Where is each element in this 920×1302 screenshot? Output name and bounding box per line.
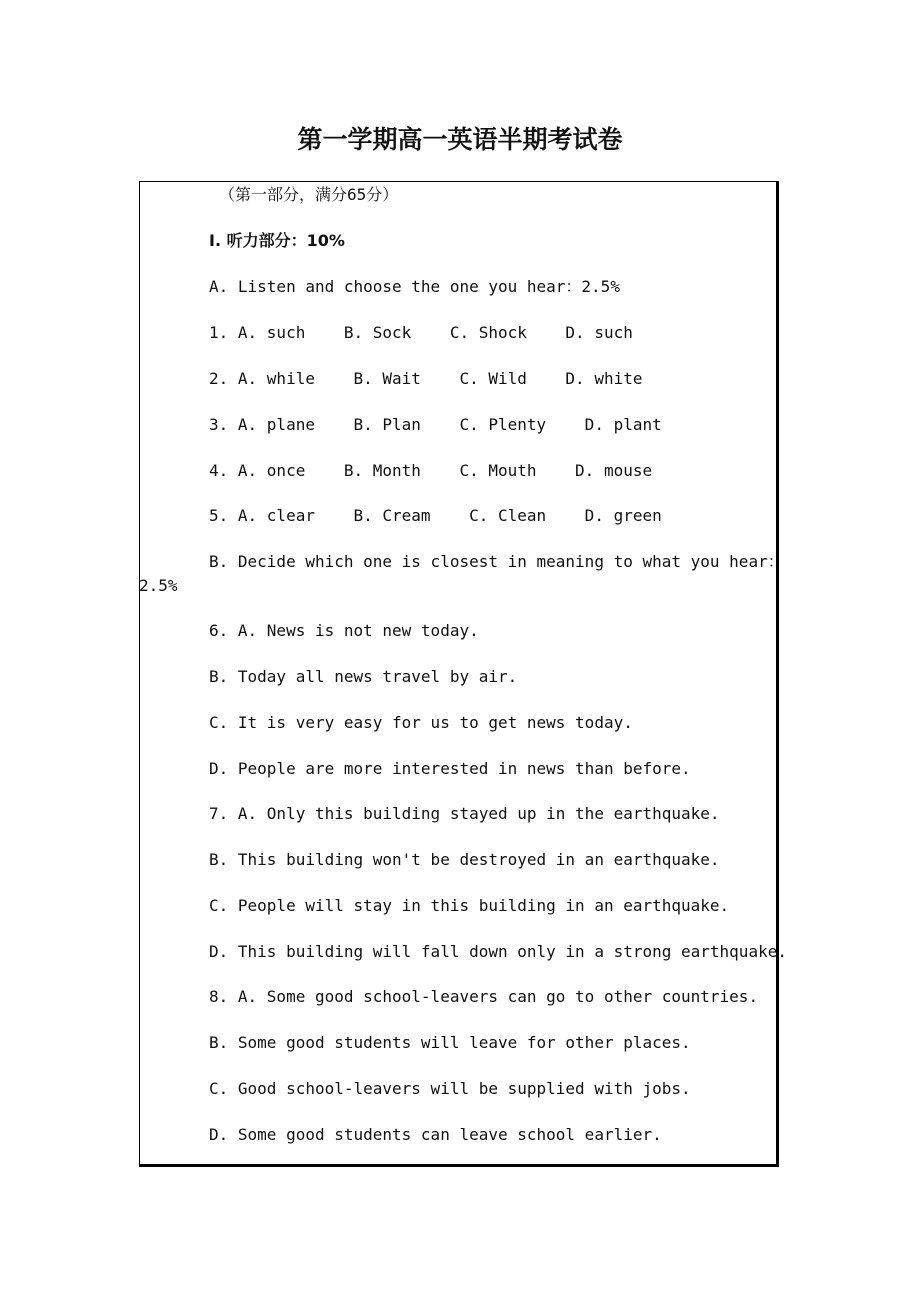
meaning-item: D. Some good students can leave school earlier. <box>209 1125 662 1144</box>
choice-row: 2. A. while B. Wait C. Wild D. white <box>209 369 643 388</box>
meaning-item: 6. A. News is not new today. <box>209 621 479 640</box>
meaning-item: 8. A. Some good school-leavers can go to other countries. <box>209 987 759 1006</box>
meaning-item: D. This building will fall down only in a strong earthquake. <box>209 942 787 961</box>
choice-row: 4. A. once B. Month C. Mouth D. mouse <box>209 461 653 480</box>
page-title: 第一学期高一英语半期考试卷 <box>297 125 623 154</box>
meaning-item: C. It is very easy for us to get news today. <box>209 713 633 732</box>
section-heading: I. 听力部分：10% <box>209 231 345 250</box>
sub-heading-a: A. Listen and choose the one you hear：2.5% <box>209 277 620 296</box>
choice-row: 5. A. clear B. Cream C. Clean D. green <box>209 506 662 525</box>
meaning-item: C. Good school-leavers will be supplied with jobs. <box>209 1079 691 1098</box>
sub-heading-b-continued: 2.5% <box>139 576 178 595</box>
part-note: （第一部分，满分65分） <box>219 185 399 204</box>
meaning-item: B. This building won't be destroyed in an earthquake. <box>209 850 720 869</box>
meaning-item: D. People are more interested in news than before. <box>209 759 691 778</box>
meaning-item: B. Today all news travel by air. <box>209 667 518 686</box>
choice-row: 3. A. plane B. Plan C. Plenty D. plant <box>209 415 662 434</box>
choice-row: 1. A. such B. Sock C. Shock D. such <box>209 323 633 342</box>
sub-heading-b: B. Decide which one is closest in meaning to what you hear： <box>209 552 784 571</box>
meaning-item: B. Some good students will leave for other places. <box>209 1033 691 1052</box>
meaning-item: C. People will stay in this building in an earthquake. <box>209 896 730 915</box>
meaning-item: 7. A. Only this building stayed up in the earthquake. <box>209 804 720 823</box>
